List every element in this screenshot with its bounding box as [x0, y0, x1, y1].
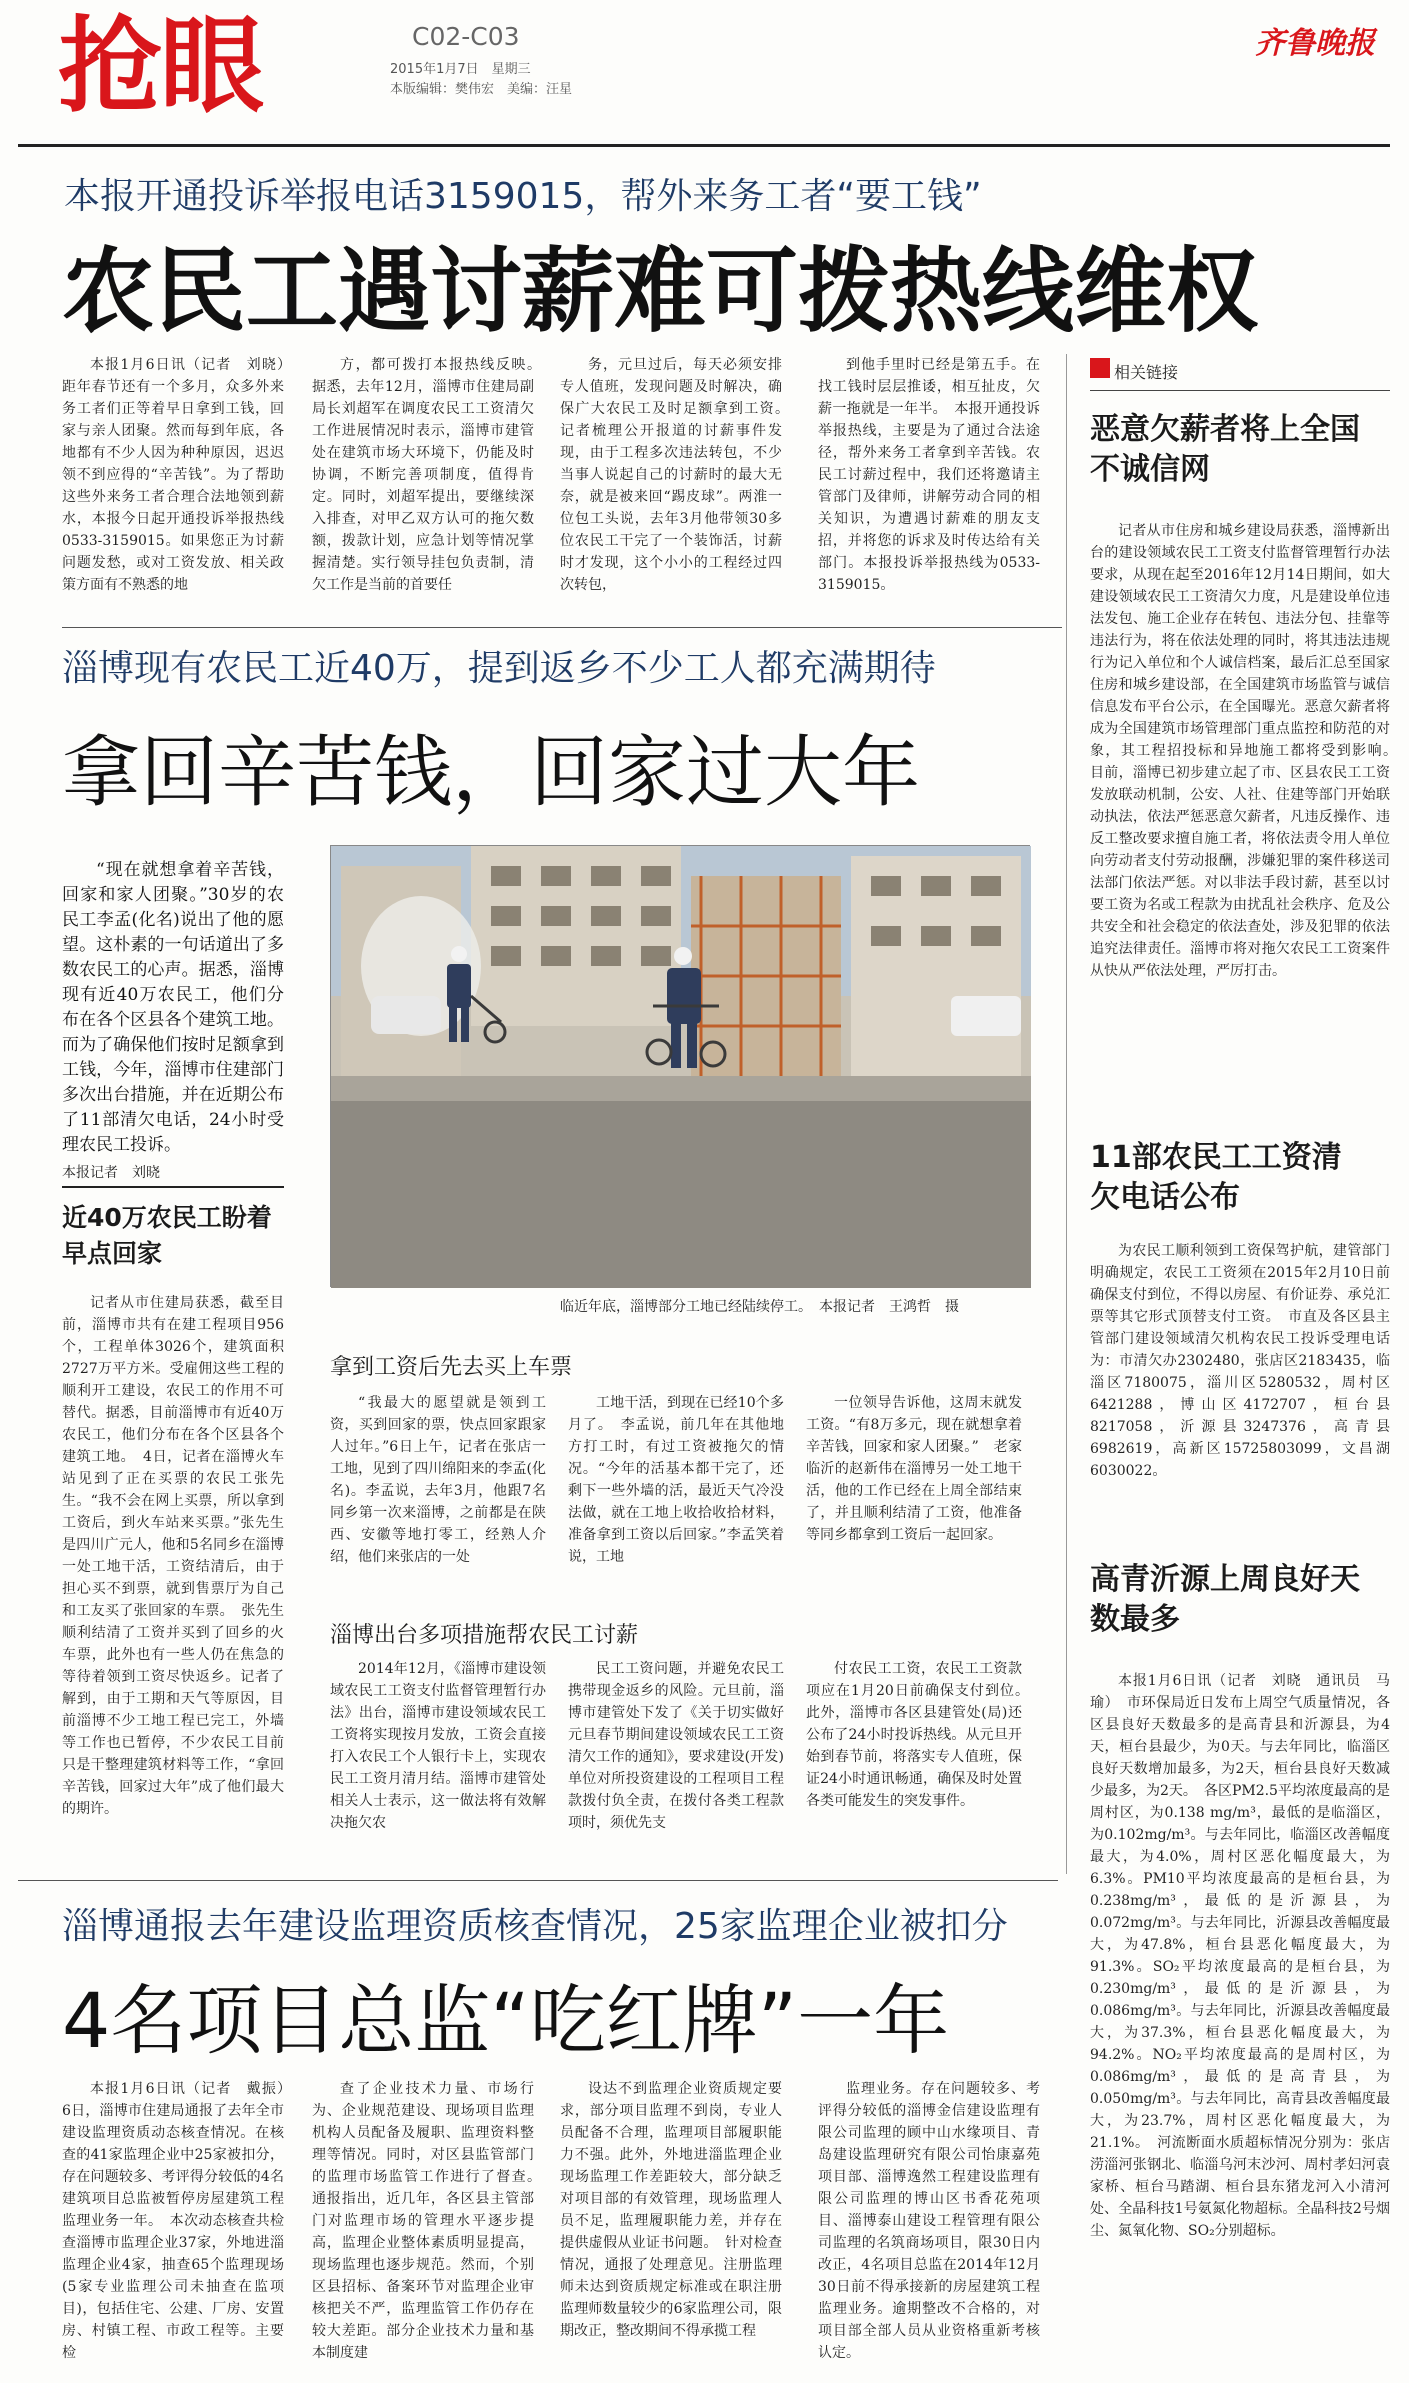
- story2-byline: 本报记者 刘晓: [62, 1165, 160, 1181]
- story2-subhead-2-column-2: 工地干活，到现在已经10个多月了。 李孟说，前几年在其他地方打工时，有过工资被拖欠的情况。“今年的活基本都干完了，还剩下一些外墙的活，最近天气冷没法做，就在工地上收拾收拾材料，准备拿到工资以后回家。”李孟笑着说，工地: [568, 1395, 784, 1565]
- story2-subhead-3-column-2: 民工工资问题，并避免农民工携带现金返乡的风险。元旦前，淄博市建管处下发了《关于切实做好元旦春节期间建设领域农民工工资清欠工作的通知》，要求建设(开发)单位对所投资建设的工程项目工程款拨付负全责，在拨付各类工程款项时，须优先支: [568, 1661, 784, 1831]
- story3-column-3: 设达不到监理企业资质规定要求，部分项目监理不到岗，专业人员配备不合理，监理项目部履职能力不强。此外，外地进淄监理企业现场监理工作差距较大，部分缺乏对项目部的有效管理，现场监理人员不足，监理履职能力差，并存在提供虚假从业证书问题。 针对检查情况，通报了处理意见。注册监理师未达到资质规定标准或在职注册监理师数量较少的6家监理公司，限期改正，整改期间不得承揽工程: [560, 2081, 782, 2339]
- newspaper-brand: 齐鲁晚报: [1255, 26, 1375, 61]
- story3-kicker: 淄博通报去年建设监理资质核查情况，25家监理企业被扣分: [62, 1906, 1008, 1947]
- story2-subhead-2: 拿到工资后先去买上车票: [330, 1355, 573, 1380]
- sidebar-story-1-title: 恶意欠薪者将上全国不诚信网: [1090, 412, 1360, 487]
- story2-subhead-3-column-3: 付农民工工资，农民工工资款项应在1月20日前确保支付到位。 此外，淄博市各区县建管处(局)还公布了24小时投诉热线。从元旦开始到春节前，将落实专人值班，保证24小时通讯畅通，确保及时处置各类可能发生的突发事件。: [806, 1661, 1036, 1809]
- story1-headline: 农民工遇讨薪难可拨热线维权: [62, 238, 1259, 345]
- story2-subhead-1-body: 记者从市住建局获悉，截至目前，淄博市共有在建工程项目956个，工程单体3026个，建筑面积2727万平方米。受雇佣这些工程的顺利开工建设，农民工的作用不可替代。据悉，目前淄博市有近40万农民工，他们分布在各个区县各个建筑工地。 4日，记者在淄博火车站见到了正在买票的农民工张先生。“我不会在网上买票，所以拿到工资后，到火车站来买票。”张先生是四川广元人，他和5名同乡在淄博一处工地干活，工资结清后，由于担心买不到票，就到售票厅为自己和工友买了张回家的车票。 张先生顺利结清了工资并买到了回乡的火车票，此外也有一些人仍在焦急的等待着领到工资尽快返乡。记者了解到，由于工期和天气等原因，目前淄博不少工地工程已完工，外墙等工作也已暂停，不少农民工目前只是干整理建筑材料等工作，“拿回辛苦钱，回家过大年”成了他们最大的期许。: [62, 1295, 284, 1817]
- related-links-marker: [1090, 358, 1110, 378]
- story1-column-3: 务，元旦过后，每天必须安排专人值班，发现问题及时解决，确保广大农民工及时足额拿到工资。 记者梳理公开报道的讨薪事件发现，由于工程多次违法转包，不少当事人说起自己的讨薪时的最大无奈，就是被来回“踢皮球”。两淮一位包工头说，去年3月他带领30多位农民工干完了一个装饰活，讨薪时才发现，这个小小的工程经过四次转包，: [560, 357, 796, 593]
- sidebar-story-3-title: 高青沂源上周良好天数最多: [1090, 1562, 1360, 1637]
- story2-subhead-2-column-1: “我最大的愿望就是领到工资，买到回家的票，快点回家跟家人过年。”6日上午，记者在张店一工地，见到了四川绵阳来的李孟(化名)。李孟说，去年3月，他跟7名同乡第一次来淄博，之前都是在陕西、安徽等地打零工，经熟人介绍，他们来张店的一处: [330, 1395, 546, 1565]
- editors-credit: 本版编辑：樊伟宏 美编：汪星: [390, 82, 573, 97]
- issue-date: 2015年1月7日 星期三: [390, 62, 531, 77]
- story2-lead: “现在就想拿着辛苦钱，回家和家人团聚。”30岁的农民工李孟(化名)说出了他的愿望。这朴素的一句话道出了多数农民工的心声。据悉，淄博现有近40万农民工，他们分布在各个区县各个建筑工地。而为了确保他们按时足额拿到工钱，今年，淄博市住建部门多次出台措施，并在近期公布了11部清欠电话，24小时受理农民工投诉。: [62, 860, 284, 1155]
- sidebar-story-1-body: 记者从市住房和城乡建设局获悉，淄博新出台的建设领域农民工工资支付监督管理暂行办法要求，从现在起至2016年12月14日期间，如大建设领域农民工工资清欠力度，凡是建设单位违法发包、施工企业存在转包、违法分包、挂靠等违法行为，将在依法处理的同时，将其违法违规行为记入单位和个人诚信档案，最后汇总至国家住房和城乡建设部，在全国建筑市场监管与诚信信息发布平台公示，在全国曝光。恶意欠薪者将成为全国建筑市场管理部门重点监控和防范的对象，其工程招投标和异地施工都将受到影响。 目前，淄博已初步建立起了市、区县农民工工资发放联动机制，公安、人社、住建等部门开始联动执法，依法严惩恶意欠薪者，凡违反操作、违反工整改要求擅自施工者，将依法责令用人单位向劳动者支付劳动报酬，涉嫌犯罪的案件移送司法部门依法严惩。对以非法手段讨薪，甚至以讨要工资为名或工程款为由扰乱社会秩序、危及公共安全和社会稳定的依法查处，涉及犯罪的依法追究法律责任。淄博市将对拖欠农民工工资案件从快从严依法处理，严厉打击。: [1090, 523, 1404, 979]
- photo-caption: 临近年底，淄博部分工地已经陆续停工。 本报记者 王鸿哲 摄: [560, 1299, 959, 1315]
- page-number: C02-C03: [412, 22, 520, 51]
- sidebar-divider: [1066, 354, 1067, 1874]
- story3-column-4: 监理业务。存在问题较多、考评得分较低的淄博金信建设监理有限公司监理的顾中山水缘项目、青岛建设监理研究有限公司怡康嘉苑项目部、淄博逸然工程建设监理有限公司监理的博山区书香花苑项目、淄博泰山建设工程管理有限公司监理的名筑商场项目，限30日内改正，4名项目总监在2014年12月30日前不得承接新的房屋建筑工程监理业务。逾期整改不合格的，对项目部全部人员从业资格重新考核认定。: [818, 2081, 1040, 2361]
- story1-kicker: 本报开通投诉举报电话3159015，帮外来务工者“要工钱”: [64, 176, 982, 217]
- masthead-rule: [18, 144, 1390, 147]
- sidebar-story-3-body: 本报1月6日讯（记者 刘晓 通讯员 马瑜） 市环保局近日发布上周空气质量情况，各区县良好天数最多的是高青县和沂源县，为4天，桓台县最少，为0天。与去年同比，临淄区良好天数增加最多，为2天，桓台县良好天数减少最多，为2天。 各区PM2.5平均浓度最高的是周村区，为0.138 mg/m³，最低的是临淄区，为0.102mg/m³。与去年同比，临淄区改善幅度最大，为4.0%，周村区恶化幅度最大，为6.3%。PM10平均浓度最高的是桓台县，为0.238mg/m³，最低的是沂源县，为0.072mg/m³。与去年同比，沂源县改善幅度最大，为47.8%，桓台县恶化幅度最大，为91.3%。SO₂平均浓度最高的是桓台县，为0.230mg/m³，最低的是沂源县，为0.086mg/m³。与去年同比，沂源县改善幅度最大，为37.3%，桓台县恶化幅度最大，为94.2%。NO₂平均浓度最高的是周村区，为0.086mg/m³，最低的是高青县，为0.050mg/m³。与去年同比，高青县改善幅度最大，为23.7%，周村区恶化幅度最大，为21.1%。 河流断面水质超标情况分别为：张店涝淄河张钢北、临淄乌河末沙河、周村孝妇河袁家桥、桓台马踏湖、桓台县东猪龙河入小清河处、全晶科技1号氨氮化物超标。全晶科技2号烟尘、氮氧化物、SO₂分别超标。: [1090, 1673, 1390, 2239]
- story1-column-1: 本报1月6日讯（记者 刘晓） 距年春节还有一个多月，众多外来务工者们正等着早日拿到工钱，回家与亲人团聚。然而每到年底，各地都有不少人因为种种原因，迟迟领不到应得的“辛苦钱”。为了帮助这些外来务工者合理合法地领到薪水，本报今日起开通投诉举报热线0533-3159015。如果您正为讨薪问题发愁，或对工资发放、相关政策方面有不熟悉的地: [62, 357, 298, 593]
- story3-column-2: 查了企业技术力量、市场行为、企业规范建设、现场项目监理机构人员配备及履职、监理资料整理等情况。同时，对区县监管部门的监理市场监管工作进行了督查。 通报指出，近几年，各区县主管部门对监理市场的管理水平逐步提高，监理企业整体素质明显提高，现场监理也逐步规范。然而，个别区县招标、备案环节对监理企业审核把关不严，监理监管工作仍存在较大差距。部分企业技术力量和基本制度建: [312, 2081, 548, 2361]
- story2-subhead-3-column-1: 2014年12月，《淄博市建设领域农民工工资支付监督管理暂行办法》出台，淄博市建设领域农民工工资将实现按月发放，工资会直接打入农民工个人银行卡上，实现农民工工资月清月结。淄博市建管处相关人士表示，这一做法将有效解决拖欠农: [330, 1661, 546, 1831]
- story2-lead-rule: [62, 1186, 284, 1188]
- story2-subhead-3: 淄博出台多项措施帮农民工讨薪: [330, 1623, 639, 1648]
- story2-subhead-2-column-3: 一位领导告诉他，这周末就发工资。“有8万多元，现在就想拿着辛苦钱，回家和家人团聚。” 老家临沂的赵新伟在淄博另一处工地干活，他的工作已经在上周全部结束了，并且顺利结清了工资，他准备等同乡都拿到工资后一起回家。: [806, 1395, 1022, 1543]
- section-logo: 抢眼: [58, 5, 263, 127]
- story2-headline: 拿回辛苦钱，回家过大年: [62, 728, 921, 818]
- story2-bottom-rule: [18, 1880, 1058, 1881]
- construction-site-photo: [330, 845, 1030, 1287]
- sidebar-story-2-title: 11部农民工工资清欠电话公布: [1090, 1140, 1342, 1215]
- story1-column-2: 方，都可拨打本报热线反映。 据悉，去年12月，淄博市住建局副局长刘超军在调度农民工工资清欠工作进展情况时表示，淄博市建管处在建筑市场大环境下，仍能及时协调，不断完善项制度，值得肯定。同时，刘超军提出，要继续深入排查，对甲乙双方认可的拖欠数额，拨款计划，应急计划等情况掌握清楚。实行领导挂包负责制，清欠工作是当前的首要任: [312, 357, 548, 593]
- story1-bottom-rule: [62, 627, 1062, 628]
- story3-column-1: 本报1月6日讯（记者 戴振） 6日，淄博市住建局通报了去年全市建设监理资质动态核查情况。在核查的41家监理企业中25家被扣分，存在问题较多、考评得分较低的4名建筑项目总监被暂停房屋建筑工程监理业务一年。 本次动态核查共检查淄博市监理企业37家，外地进淄监理企业4家，抽查65个监理现场(5家专业监理公司未抽查在监项目)，包括住宅、公建、厂房、安置房、村镇工程、市政工程等。主要检: [62, 2081, 298, 2361]
- story2-kicker: 淄博现有农民工近40万，提到返乡不少工人都充满期待: [62, 648, 936, 689]
- sidebar-top-rule: [1090, 390, 1390, 391]
- photo-illustration: [331, 846, 1031, 1288]
- story1-column-4: 到他手里时已经是第五手。在找工钱时层层推诿，相互扯皮，欠薪一拖就是一年半。 本报开通投诉举报热线，主要是为了通过合法途径，帮外来务工者拿到辛苦钱。农民工讨薪过程中，我们还将邀请主管部门及律师，讲解劳动合同的相关知识，为遭遇讨薪难的朋友支招，并将您的诉求及时传达给有关部门。本报投诉举报热线为0533-3159015。: [818, 357, 1040, 593]
- story2-subhead-1: 近40万农民工盼着早点回家: [62, 1203, 272, 1268]
- story3-headline: 4名项目总监“吃红牌”一年: [62, 1976, 950, 2065]
- sidebar-story-2-body: 为农民工顺利领到工资保驾护航，建管部门明确规定，农民工工资须在2015年2月10日前确保支付到位，不得以房屋、有价证券、承兑汇票等其它形式顶替支付工资。 市直及各区县主管部门建设领域清欠机构农民工投诉受理电话为：市清欠办2302480，张店区2183435，临淄区7180075，淄川区5280532，周村区6421288，博山区4172707，桓台县8217058，沂源县3247376，高青县6982619，高新区15725803099，文昌湖6030022。: [1090, 1243, 1390, 1479]
- related-links-tag: 相关链接: [1114, 363, 1179, 382]
